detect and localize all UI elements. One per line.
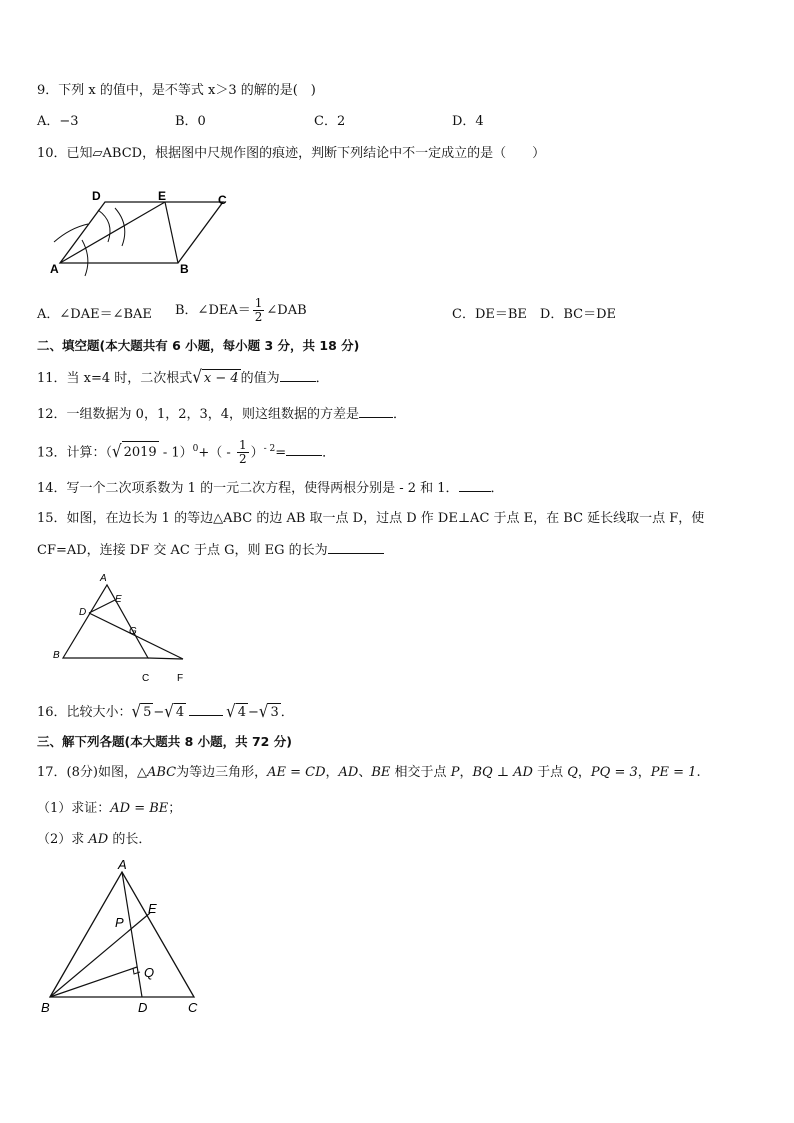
q11-answer-blank[interactable]	[280, 369, 316, 382]
label-g: G	[129, 626, 137, 637]
q15-line-1: 15．如图，在边长为 1 的等边△ABC 的边 AB 取一点 D，过点 D 作 DE⊥AC 于点 E，在 BC 延长线取一点 F，使	[37, 511, 705, 526]
q9-stem: 9．下列 x 的值中，是不等式 x＞3 的解的是( )	[37, 83, 316, 98]
q16-minus-2: −	[247, 705, 259, 720]
q17-line-1	[37, 764, 701, 782]
label-e: E	[148, 901, 157, 916]
fraction-num: 1	[254, 296, 263, 310]
label-a: A	[100, 573, 107, 584]
q17-q: Q	[567, 765, 578, 780]
label-d: D	[92, 189, 101, 203]
q10-option-cd: C．DE＝BE D．BC＝DE	[452, 307, 616, 322]
q9-option-b: B．0	[175, 114, 206, 129]
q17-sub1-pre: （1）求证：	[37, 801, 111, 816]
q15-triangle-figure	[45, 570, 205, 688]
radical-sign: √	[192, 366, 202, 388]
label-b: B	[53, 650, 60, 661]
q12	[37, 405, 406, 424]
fraction-half	[253, 297, 265, 324]
q14	[37, 479, 504, 498]
radical-sign: √	[131, 700, 142, 722]
label-e: E	[115, 594, 122, 605]
q13-exp-neg2: - 2	[263, 444, 276, 454]
q17-pq: PQ = 3	[590, 765, 638, 780]
fraction-den: 2	[254, 310, 263, 324]
radical-sign: √	[164, 700, 174, 722]
q17-end: .	[696, 765, 701, 780]
segment-ae	[60, 202, 165, 263]
label-c: C	[142, 673, 150, 684]
q12-text: 12．一组数据为 0，1，2，3，4，则这组数据的方差是	[37, 407, 360, 422]
segment-cf	[148, 658, 183, 659]
q10-option-b-pre: B．∠DEA＝	[175, 302, 251, 318]
radical-sign: √	[226, 700, 236, 722]
parallelogram-abcd	[60, 202, 223, 263]
q11-radicand: x − 4	[203, 371, 239, 386]
q17-text-f: 于点	[532, 765, 568, 780]
section-3-heading: 三、解下列各题(本大题共 8 小题，共 72 分)	[37, 734, 292, 749]
q10-option-b-post: ∠DAB	[266, 302, 307, 318]
q15-line-2-text: CF=AD，连接 DF 交 AC 于点 G，则 EG 的长为	[37, 543, 328, 558]
q9-option-c: C．2	[314, 114, 346, 129]
q17-text-e: ，	[459, 765, 473, 780]
q13	[37, 438, 335, 466]
q13-answer-blank[interactable]	[286, 443, 322, 456]
q17-text-h: ，	[637, 765, 651, 780]
q11-post: 的值为	[240, 371, 280, 386]
radical-sign: √	[112, 440, 122, 462]
q11-end: ．	[315, 371, 329, 386]
label-f: F	[177, 673, 184, 684]
q13-end: ．	[322, 445, 336, 461]
q17-pre: 17．(8分)如图，	[37, 765, 137, 780]
segment-de	[89, 600, 115, 613]
segment-bq	[50, 967, 137, 997]
q17-text-c: 、	[358, 765, 372, 780]
q17-sub1-end: ；	[168, 801, 182, 816]
q17-pe: PE = 1	[650, 765, 697, 780]
q17-p: P	[450, 765, 460, 780]
label-c: C	[218, 193, 227, 207]
q17-text-b: ，	[325, 765, 339, 780]
label-b: B	[41, 1000, 50, 1015]
q16-sqrt-4a: 4	[175, 705, 185, 720]
label-b: B	[180, 262, 189, 276]
q10-stem: 10．已知▱ABCD，根据图中尺规作图的痕迹，判断下列结论中不一定成立的是（ ）	[37, 146, 546, 161]
label-p: P	[115, 915, 124, 930]
q16-answer-blank[interactable]	[189, 703, 223, 716]
radical-sign: √	[258, 700, 269, 722]
q16-sqrt-3: 3	[270, 705, 279, 720]
q11-pre: 11．当 x=4 时，二次根式	[37, 371, 193, 386]
q17-sub2-end: 的长．	[108, 832, 152, 847]
q17-text-a: 为等边三角形，	[176, 765, 268, 780]
q17-sub-1	[37, 800, 181, 818]
q14-end: ．	[490, 481, 504, 496]
q17-triangle-figure	[36, 855, 216, 1020]
label-c: C	[188, 1000, 198, 1015]
q17-triangle: △ABC	[136, 765, 177, 780]
q13-fraction	[237, 439, 249, 466]
q11	[37, 368, 329, 388]
q13-fraction-den: 2	[238, 452, 247, 467]
q17-sub2-math: AD	[88, 832, 109, 847]
q13-fraction-num: 1	[238, 438, 247, 453]
right-angle-mark	[133, 968, 140, 974]
q17-sub-2	[37, 831, 151, 849]
q12-answer-blank[interactable]	[359, 405, 393, 418]
label-d: D	[138, 1000, 148, 1015]
q13-exp-0: 0	[192, 444, 199, 454]
q16-sqrt-5: 5	[143, 705, 152, 720]
q13-pre: 13．计算：（	[37, 445, 113, 461]
q14-text: 14．写一个二次项系数为 1 的一元二次方程，使得两根分别是 - 2 和 1．	[37, 481, 459, 496]
q17-text-g: ，	[577, 765, 591, 780]
label-q: Q	[144, 965, 155, 980]
q17-text-d: 相交于点	[390, 765, 451, 780]
q9-option-a: A．−3	[37, 114, 79, 129]
q10-parallelogram-figure	[40, 180, 240, 280]
q16-minus-1: −	[153, 705, 165, 720]
q9-option-d: D．4	[452, 114, 484, 129]
q16-sqrt-4b: 4	[237, 705, 246, 720]
section-2-heading: 二、填空题(本大题共有 6 小题，每小题 3 分，共 18 分)	[37, 338, 360, 353]
q16-pre: 16．比较大小：	[37, 705, 132, 720]
q17-sub2-pre: （2）求	[37, 832, 89, 847]
label-e: E	[158, 189, 167, 203]
q13-post: ）	[250, 445, 264, 461]
label-d: D	[79, 607, 87, 618]
q17-bq-perp-ad: BQ ⊥ AD	[472, 765, 533, 780]
q17-cond-ae-cd: AE = CD	[267, 765, 326, 780]
label-a: A	[118, 857, 127, 872]
q10-option-b	[175, 297, 307, 324]
q17-ad: AD	[338, 765, 359, 780]
q17-be: BE	[371, 765, 391, 780]
q14-answer-blank[interactable]	[459, 479, 491, 492]
q13-radicand: 2019	[122, 441, 159, 464]
compass-arc-1	[82, 240, 88, 276]
q13-eq: =	[275, 445, 287, 461]
q13-mid: - 1）	[158, 445, 193, 461]
segment-eb	[165, 202, 178, 263]
q15-answer-blank[interactable]	[328, 541, 384, 554]
compass-arc-4	[115, 208, 125, 246]
q15-line-2	[37, 541, 384, 560]
q16-end: ．	[280, 705, 294, 720]
q16	[37, 702, 294, 722]
q12-end: ．	[393, 407, 407, 422]
q13-mid2: +（ -	[198, 445, 235, 461]
label-a: A	[50, 262, 59, 276]
q10-option-a: A．∠DAE＝∠BAE	[37, 307, 152, 322]
q17-sub1-math: AD = BE	[110, 801, 169, 816]
